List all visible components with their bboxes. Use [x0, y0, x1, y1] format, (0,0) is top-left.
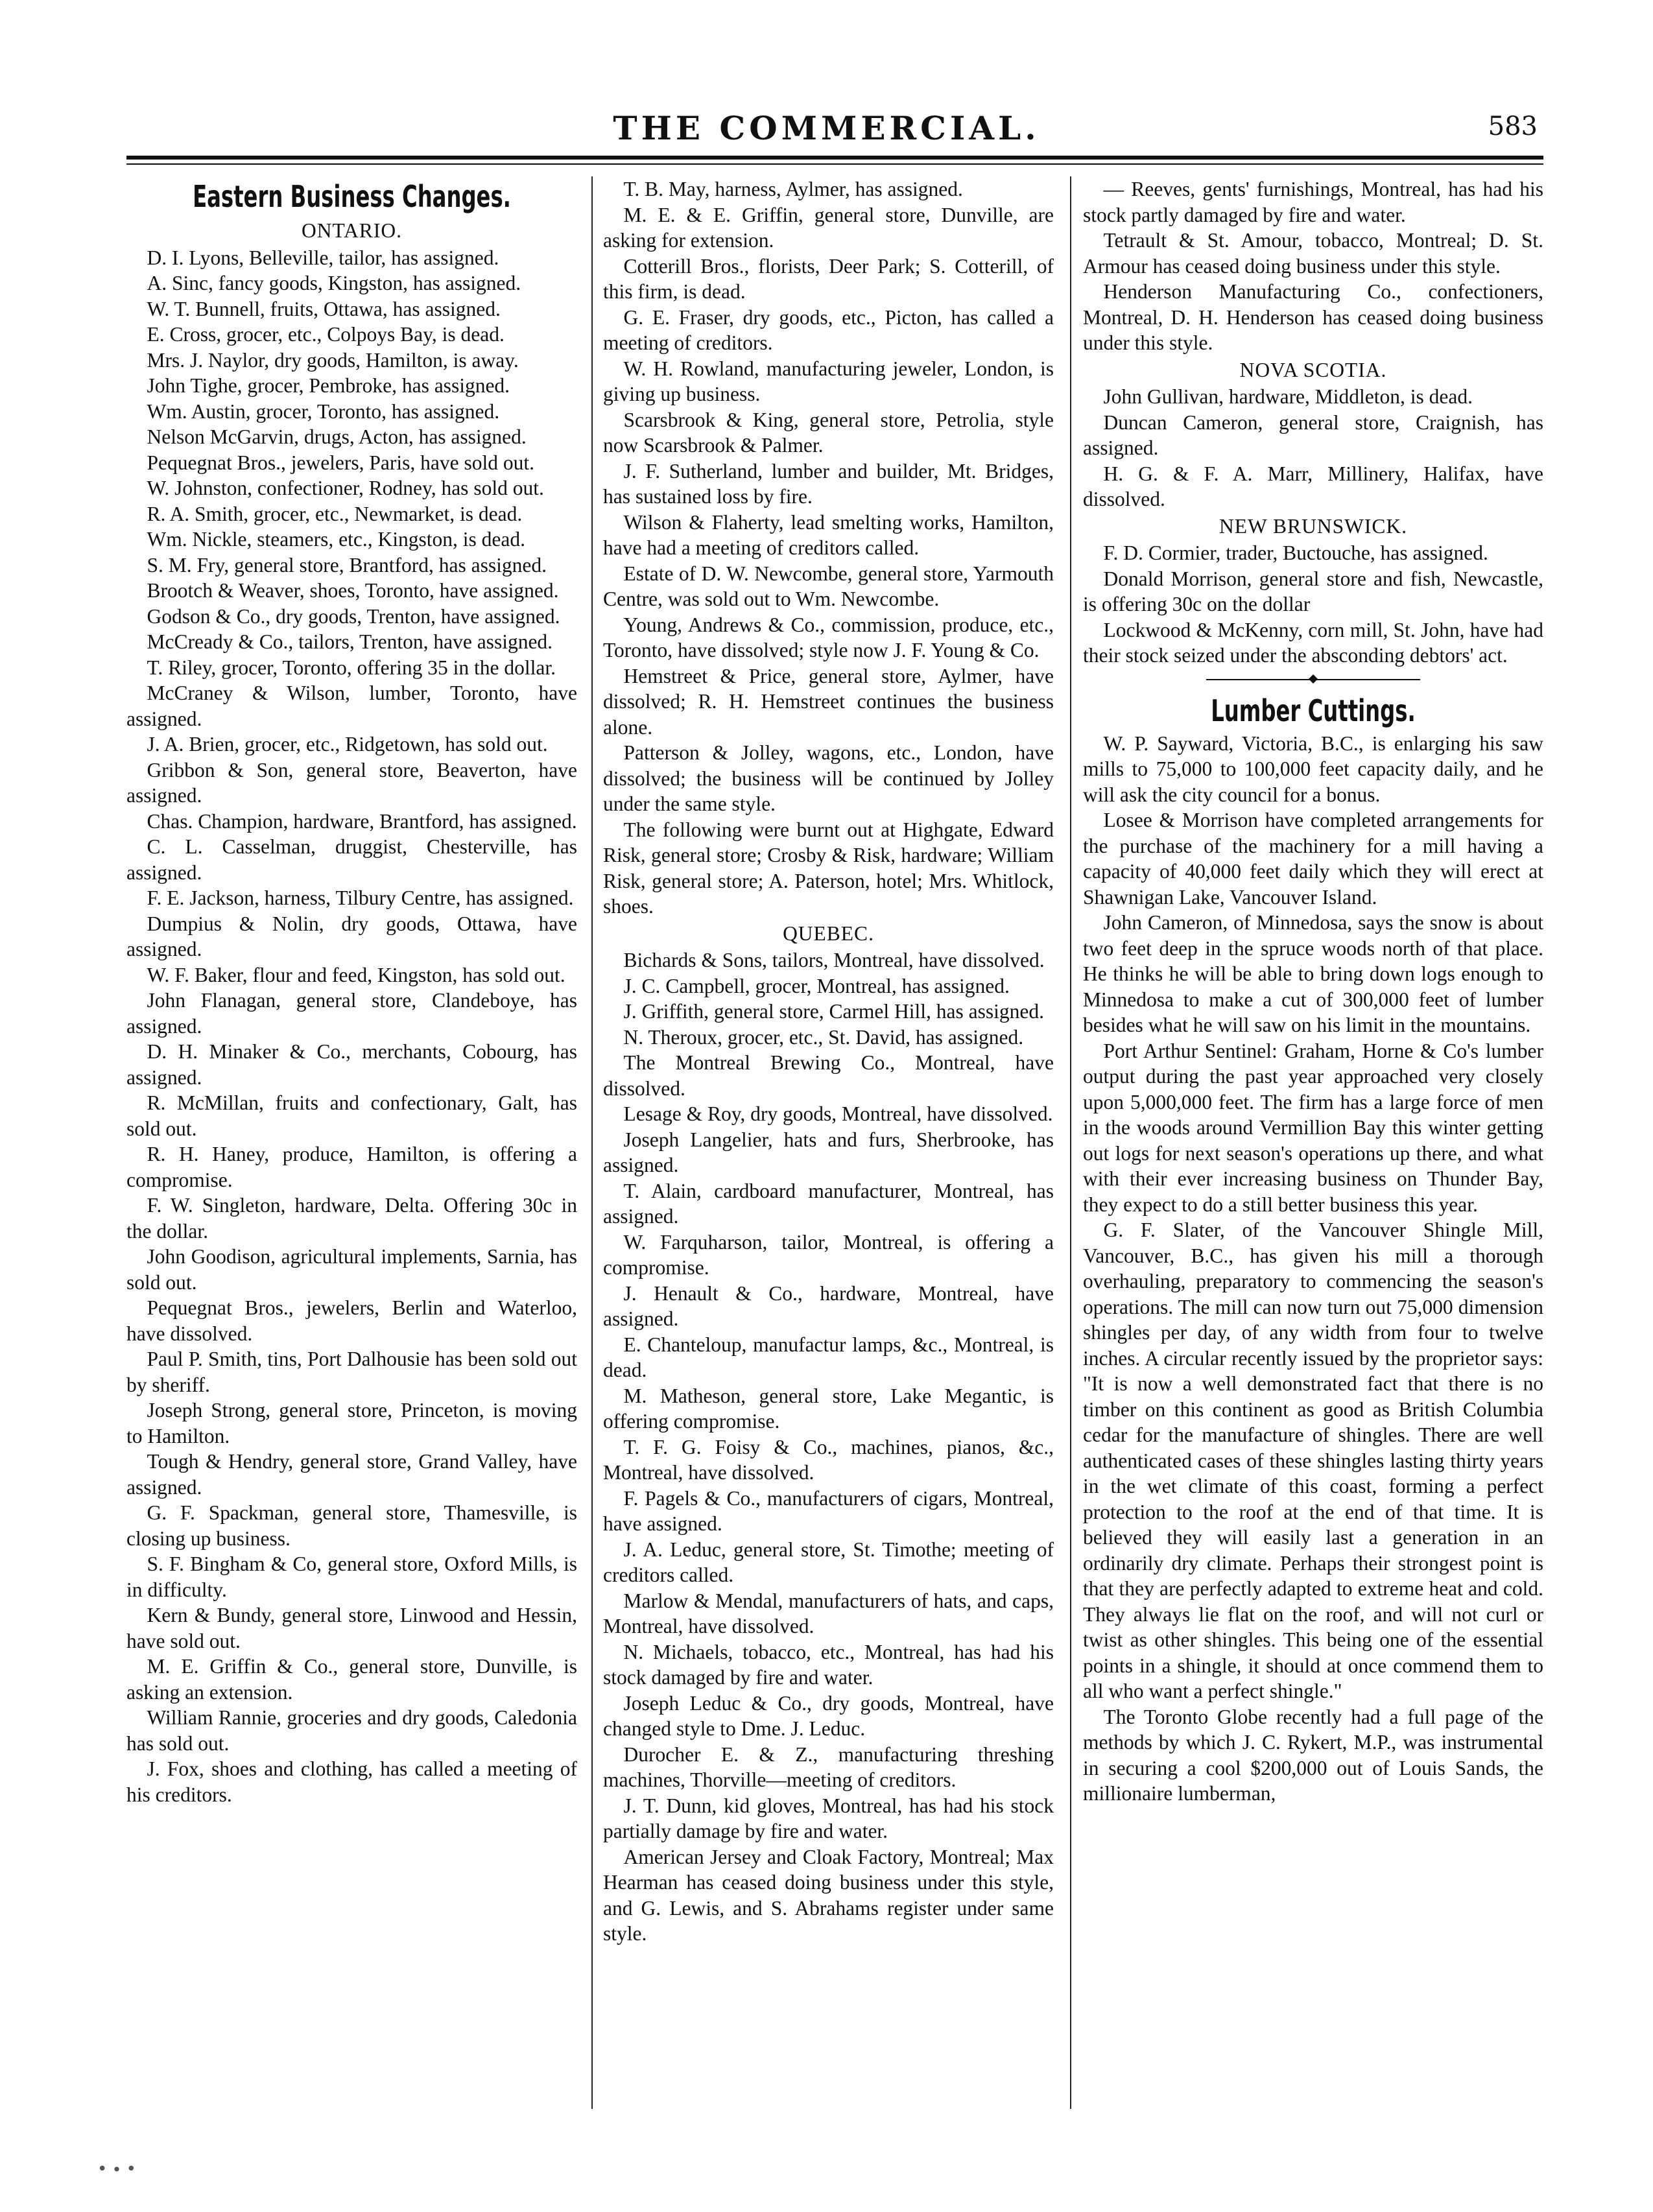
business-change-entry: Lesage & Roy, dry goods, Montreal, have dissolved.: [623, 1102, 1053, 1125]
business-change-entry: The following were burnt out at Highgate, Edward Risk, general store; Crosby & Risk, hardware; William Risk, general store; A. Paterson, hotel; Mrs. Whitlock, shoes.: [603, 818, 1054, 918]
business-change-entry: John Tighe, grocer, Pembroke, has assigned.: [147, 374, 510, 397]
business-change-entry: W. Farquharson, tailor, Montreal, is offering a compromise.: [603, 1230, 1054, 1279]
lumber-paragraph: The Toronto Globe recently had a full page of the methods by which J. C. Rykert, M.P., was instrumental in securing a cool $200,000 out of Louis Sands, the millionaire lumberman,: [1083, 1705, 1543, 1805]
business-change-entry: F. Pagels & Co., manufacturers of cigars, Montreal, have assigned.: [603, 1486, 1054, 1535]
business-change-entry: N. Michaels, tobacco, etc., Montreal, has had his stock damaged by fire and water.: [603, 1640, 1054, 1689]
business-change-entry: J. F. Sutherland, lumber and builder, Mt. Bridges, has sustained loss by fire.: [603, 459, 1054, 508]
header-rule-thick: [126, 156, 1543, 160]
quebec-list: [603, 947, 1054, 1947]
business-change-entry: Pequegnat Bros., jewelers, Paris, have sold out.: [147, 451, 535, 474]
business-change-entry: Joseph Langelier, hats and furs, Sherbrooke, has assigned.: [603, 1128, 1054, 1176]
business-change-entry: Joseph Strong, general store, Princeton, is moving to Hamilton.: [126, 1399, 577, 1447]
business-change-entry: D. I. Lyons, Belleville, tailor, has assigned.: [147, 246, 499, 269]
business-change-entry: J. C. Campbell, grocer, Montreal, has assigned.: [623, 974, 1010, 997]
business-change-entry: Chas. Champion, hardware, Brantford, has assigned.: [147, 809, 577, 833]
new-brunswick-list: [1083, 540, 1543, 669]
section-title-lumber: Lumber Cuttings.: [1211, 693, 1416, 728]
business-change-entry: John Goodison, agricultural implements, Sarnia, has sold out.: [126, 1245, 577, 1294]
business-change-entry: F. E. Jackson, harness, Tilbury Centre, has assigned.: [147, 886, 574, 909]
business-change-entry: Hemstreet & Price, general store, Aylmer, have dissolved; R. H. Hemstreet continues the business alone.: [603, 664, 1054, 739]
province-heading-nova-scotia: NOVA SCOTIA.: [1239, 358, 1387, 381]
business-change-entry: Marlow & Mendal, manufacturers of hats, and caps, Montreal, have dissolved.: [603, 1589, 1054, 1637]
business-change-entry: J. A. Brien, grocer, etc., Ridgetown, has sold out.: [147, 733, 548, 755]
business-change-entry: Bichards & Sons, tailors, Montreal, have dissolved.: [623, 949, 1045, 971]
business-change-entry: W. T. Bunnell, fruits, Ottawa, has assigned.: [147, 297, 501, 320]
business-change-entry: C. L. Casselman, druggist, Chesterville, has assigned.: [126, 835, 577, 884]
business-change-entry: Brootch & Weaver, shoes, Toronto, have assigned.: [147, 579, 559, 602]
business-change-entry: W. F. Baker, flour and feed, Kingston, has sold out.: [147, 963, 565, 986]
business-change-entry: John Flanagan, general store, Clandeboye, has assigned.: [126, 989, 577, 1038]
business-change-entry: Dumpius & Nolin, dry goods, Ottawa, have assigned.: [126, 912, 577, 960]
column-3: [1083, 176, 1543, 2109]
masthead: THE COMMERCIAL.: [613, 109, 1040, 147]
business-change-entry: S. F. Bingham & Co, general store, Oxford Mills, is in difficulty.: [126, 1552, 577, 1601]
province-heading-ontario: ONTARIO.: [301, 219, 403, 242]
ontario-list-continued: [603, 176, 1054, 920]
section-separator: [1083, 669, 1543, 691]
business-change-entry: McCready & Co., tailors, Trenton, have assigned.: [147, 630, 553, 653]
lumber-paragraph: Port Arthur Sentinel: Graham, Horne & Co's lumber output during the past year approached very closely upon 5,000,000 feet. The firm has a large force of men in the woods around Vermillion Bay this winter getting out logs for next season's operations up there, and what with their ever increasing business on Thunder Bay, they expect to do a still better business this year.: [1083, 1039, 1543, 1216]
province-heading-new-brunswick: NEW BRUNSWICK.: [1219, 514, 1407, 538]
business-change-entry: Nelson McGarvin, drugs, Acton, has assigned.: [147, 425, 527, 448]
business-change-entry: Joseph Leduc & Co., dry goods, Montreal, have changed style to Dme. J. Leduc.: [603, 1691, 1054, 1740]
business-change-entry: D. H. Minaker & Co., merchants, Cobourg, has assigned.: [126, 1040, 577, 1089]
business-change-entry: G. F. Spackman, general store, Thamesville, is closing up business.: [126, 1501, 577, 1550]
business-change-entry: Patterson & Jolley, wagons, etc., London, have dissolved; the business will be continued by Jolley under the same style.: [603, 741, 1054, 815]
column-2: [603, 176, 1054, 2109]
business-change-entry: Donald Morrison, general store and fish, Newcastle, is offering 30c on the dollar: [1083, 567, 1543, 615]
nova-scotia-list: [1083, 384, 1543, 512]
business-change-entry: McCraney & Wilson, lumber, Toronto, have assigned.: [126, 682, 577, 730]
business-change-entry: The Montreal Brewing Co., Montreal, have dissolved.: [603, 1051, 1054, 1100]
business-change-entry: N. Theroux, grocer, etc., St. David, has assigned.: [623, 1025, 1024, 1049]
header-rule-thin: [126, 163, 1543, 165]
business-change-entry: Wilson & Flaherty, lead smelting works, Hamilton, have had a meeting of creditors called.: [603, 510, 1054, 559]
business-change-entry: T. Riley, grocer, Toronto, offering 35 in the dollar.: [147, 656, 556, 679]
business-change-entry: W. Johnston, confectioner, Rodney, has sold out.: [147, 477, 544, 499]
column-divider: [1070, 176, 1071, 2109]
business-change-entry: Pequegnat Bros., jewelers, Berlin and Waterloo, have dissolved.: [126, 1296, 577, 1345]
business-change-entry: Young, Andrews & Co., commission, produce, etc., Toronto, have dissolved; style now J. F. Young & Co.: [603, 613, 1054, 661]
column-1: [126, 176, 577, 2109]
business-change-entry: T. Alain, cardboard manufacturer, Montreal, has assigned.: [603, 1179, 1054, 1228]
business-change-entry: T. B. May, harness, Aylmer, has assigned.: [623, 178, 963, 200]
lumber-paragraph: John Cameron, of Minnedosa, says the snow is about two feet deep in the spruce woods north of that place. He thinks he will be able to bring down logs enough to Minnedosa to make a cut of 300,000 feet of lumber besides what he will saw on his limit in the mountains.: [1083, 911, 1543, 1036]
column-divider: [591, 176, 593, 2109]
business-change-entry: Scarsbrook & King, general store, Petrolia, style now Scarsbrook & Palmer.: [603, 408, 1054, 457]
business-change-entry: E. Cross, grocer, etc., Colpoys Bay, is dead.: [147, 323, 505, 346]
section-title-eastern: Eastern Business Changes.: [193, 179, 511, 214]
business-change-entry: M. E. & E. Griffin, general store, Dunville, are asking for extension.: [603, 203, 1054, 252]
business-change-entry: F. D. Cormier, trader, Buctouche, has assigned.: [1103, 541, 1488, 564]
business-change-entry: Kern & Bundy, general store, Linwood and Hessin, have sold out.: [126, 1604, 577, 1652]
lumber-paragraph: G. F. Slater, of the Vancouver Shingle Mill, Vancouver, B.C., has given his mill a thorough overhauling, preparatory to commencing the season's operations. The mill can now turn out 75,000 dimension shingles per day, of any width from four to twelve inches. A circular recently issued by the proprietor says: "It is now a well demonstrated fact that there is no timber on this continent as good as British Columbia cedar for the manufacture of shingles. There are well authenticated cases of these shingles lasting thirty years in the wet climate of this coast, forming a perfect protection to the roof at the end of that time. It is believed they will easily last a generation in an ordinarily dry climate. Perhaps their strongest point is that they are perfectly adapted to extreme heat and cold. They always lie flat on the roof, and will not curl or twist as other shingles. This being one of the essential points in a shingle, it should at once commend them to all who want a perfect shingle.": [1083, 1219, 1543, 1702]
business-change-entry: Wm. Austin, grocer, Toronto, has assigned.: [147, 399, 500, 423]
business-change-entry: Gribbon & Son, general store, Beaverton, have assigned.: [126, 758, 577, 807]
business-change-entry: — Reeves, gents' furnishings, Montreal, has had his stock partly damaged by fire and water.: [1083, 178, 1543, 226]
lumber-articles: [1083, 731, 1543, 1807]
business-change-entry: J. Henault & Co., hardware, Montreal, have assigned.: [603, 1281, 1054, 1330]
business-change-entry: M. Matheson, general store, Lake Megantic, is offering compromise.: [603, 1384, 1054, 1433]
business-change-entry: Estate of D. W. Newcombe, general store, Yarmouth Centre, was sold out to Wm. Newcombe.: [603, 562, 1054, 610]
lumber-paragraph: W. P. Sayward, Victoria, B.C., is enlarging his saw mills to 75,000 to 100,000 feet capacity daily, and he will ask the city council for a bonus.: [1083, 731, 1543, 806]
business-change-entry: M. E. Griffin & Co., general store, Dunville, is asking an extension.: [126, 1655, 577, 1704]
business-change-entry: H. G. & F. A. Marr, Millinery, Halifax, have dissolved.: [1083, 462, 1543, 510]
province-heading-quebec: QUEBEC.: [783, 922, 874, 945]
business-change-entry: Cotterill Bros., florists, Deer Park; S. Cotterill, of this firm, is dead.: [603, 254, 1054, 303]
business-change-entry: Godson & Co., dry goods, Trenton, have assigned.: [147, 604, 560, 628]
business-change-entry: Paul P. Smith, tins, Port Dalhousie has been sold out by sheriff.: [126, 1348, 577, 1396]
quebec-list-continued: [1083, 176, 1543, 356]
business-change-entry: T. F. G. Foisy & Co., machines, pianos, &c., Montreal, have dissolved.: [603, 1435, 1054, 1484]
lumber-paragraph: Losee & Morrison have completed arrangements for the purchase of the machinery for a mill having a capacity of 40,000 feet daily which they will erect at Shawnigan Lake, Vancouver Island.: [1083, 809, 1543, 909]
business-change-entry: Henderson Manufacturing Co., confectioners, Montreal, D. H. Henderson has ceased doing business under this style.: [1083, 280, 1543, 354]
ontario-list: [126, 245, 577, 1808]
business-change-entry: R. A. Smith, grocer, etc., Newmarket, is dead.: [147, 502, 523, 525]
business-change-entry: F. W. Singleton, hardware, Delta. Offering 30c in the dollar.: [126, 1194, 577, 1243]
business-change-entry: Lockwood & McKenny, corn mill, St. John, have had their stock seized under the absconding debtors' act.: [1083, 618, 1543, 667]
business-change-entry: S. M. Fry, general store, Brantford, has assigned.: [147, 553, 547, 577]
business-change-entry: Duncan Cameron, general store, Craignish, has assigned.: [1083, 410, 1543, 459]
business-change-entry: John Gullivan, hardware, Middleton, is dead.: [1103, 385, 1473, 408]
business-change-entry: R. H. Haney, produce, Hamilton, is offering a compromise.: [126, 1143, 577, 1191]
business-change-entry: G. E. Fraser, dry goods, etc., Picton, has called a meeting of creditors.: [603, 305, 1054, 354]
business-change-entry: Tetrault & St. Amour, tobacco, Montreal; D. St. Armour has ceased doing business under this style.: [1083, 229, 1543, 278]
business-change-entry: Tough & Hendry, general store, Grand Valley, have assigned.: [126, 1450, 577, 1499]
business-change-entry: J. Fox, shoes and clothing, has called a meeting of his creditors.: [126, 1757, 577, 1806]
page-number: 583: [1488, 112, 1538, 141]
business-change-entry: A. Sinc, fancy goods, Kingston, has assigned.: [147, 272, 521, 294]
business-change-entry: W. H. Rowland, manufacturing jeweler, London, is giving up business.: [603, 357, 1054, 405]
business-change-entry: Mrs. J. Naylor, dry goods, Hamilton, is away.: [147, 348, 519, 372]
page-smudge: • ∙ •: [97, 2159, 136, 2179]
business-change-entry: William Rannie, groceries and dry goods, Caledonia has sold out.: [126, 1706, 577, 1755]
business-change-entry: J. Griffith, general store, Carmel Hill, has assigned.: [623, 1000, 1045, 1023]
business-change-entry: E. Chanteloup, manufactur lamps, &c., Montreal, is dead.: [603, 1333, 1054, 1381]
business-change-entry: J. T. Dunn, kid gloves, Montreal, has had his stock partially damage by fire and water.: [603, 1794, 1054, 1842]
business-change-entry: Durocher E. & Z., manufacturing threshing machines, Thorville—meeting of creditors.: [603, 1742, 1054, 1791]
business-change-entry: Wm. Nickle, steamers, etc., Kingston, is dead.: [147, 528, 525, 551]
page-header: [0, 109, 1653, 154]
business-change-entry: American Jersey and Cloak Factory, Montreal; Max Hearman has ceased doing business under this style, and G. Lewis, and S. Abrahams register under same style.: [603, 1845, 1054, 1945]
business-change-entry: J. A. Leduc, general store, St. Timothe; meeting of creditors called.: [603, 1538, 1054, 1586]
business-change-entry: R. McMillan, fruits and confectionary, Galt, has sold out.: [126, 1091, 577, 1140]
